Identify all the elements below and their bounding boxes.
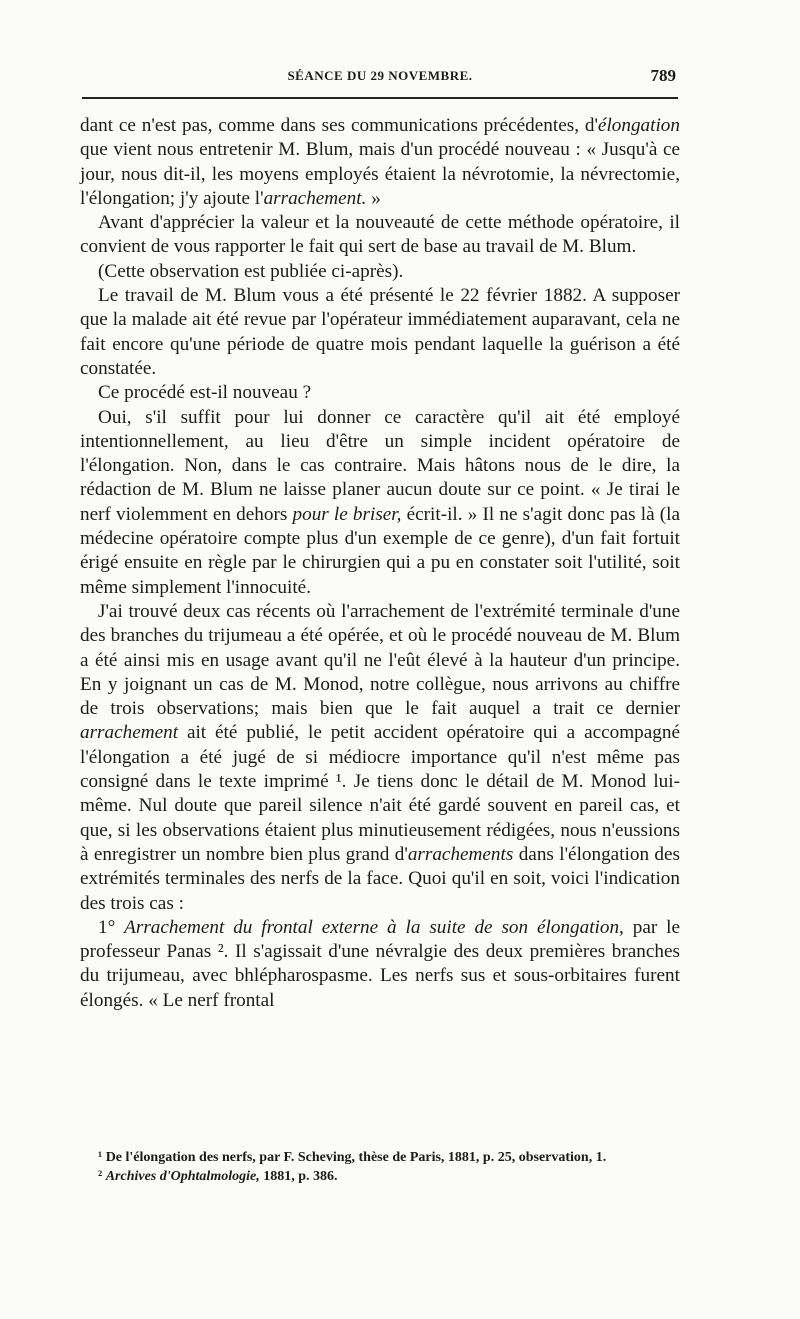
text-run: J'ai trouvé deux cas récents où l'arrachement de l'extrémité terminale d'une des branches du trijumeau a été opérée, et où le procédé nouveau de M. Blum a été ainsi mis en usage avant qu'il ne l'eût élevé à la hauteur d'un principe. En y joignant un cas de M. Monod, notre collègue, nous arrivons au chiffre de trois observations; mais bien que le fait auquel a trait ce dernier: [80, 600, 680, 720]
paragraph-7: [80, 600, 680, 916]
text-run: »: [366, 187, 381, 209]
body-text: [80, 114, 680, 1013]
text-run: 1°: [98, 916, 125, 938]
text-run: écrit-il. » Il ne s'agit donc pas là (la médecine opératoire compte plus d'un exemple de ce genre), d'un fait fortuit érigé ensuite en règle par le chirurgien qui a pu en constater soit l'utilité, soit même simplement l'innocuité.: [80, 503, 681, 598]
paragraph-5: Ce procédé est-il nouveau ?: [98, 382, 312, 404]
running-head: [80, 66, 680, 88]
footnote-journal-title: Archives d'Ophtalmologie,: [105, 1169, 260, 1184]
text-run: par le professeur Panas ². Il s'agissait d'une névralgie des deux premières branches du trijumeau, avec bhlépharospasme. Les nerfs sus et sous-orbitaires furent élongés. « Le nerf frontal: [80, 916, 680, 1011]
paragraph-3: (Cette observation est publiée ci-après).: [98, 260, 404, 282]
running-head-title: SÉANCE DU 29 NOVEMBRE.: [287, 68, 473, 83]
paragraph-4: Le travail de M. Blum vous a été présenté le 22 février 1882. A supposer que la malade ait été revue par l'opérateur immédiatement auparavant, cela ne fait encore qu'une période de quatre mois pendant laquelle la guérison a été constatée.: [80, 285, 680, 379]
text-run: Oui, s'il suffit pour lui donner ce caractère qu'il ait été employé intentionnellement, au lieu d'être un simple incident opératoire de l'élongation. Non, dans le cas contraire. Mais hâtons nous de le dire, la rédaction de M. Blum ne laisse planer aucun doute sur ce point. « Je tirai le nerf violemment en dehors: [80, 406, 680, 525]
footnotes: [80, 1148, 680, 1186]
paragraph-8: [80, 916, 680, 1013]
paragraph-2: Avant d'apprécier la valeur et la nouveauté de cette méthode opératoire, il convient de vous rapporter le fait qui sert de base au travail de M. Blum.: [80, 212, 680, 258]
italic-run: pour le briser,: [292, 503, 402, 525]
footnote-mark: ²: [98, 1169, 106, 1184]
italic-run: Arrachement du frontal externe à la suite de son élongation,: [124, 916, 624, 938]
text-run: que vient nous entretenir M. Blum, mais d'un procédé nouveau : « Jusqu'à ce jour, nous dit-il, les moyens employés étaient la névrotomie, la névrectomie, l'élongation; j'y ajoute l': [80, 139, 680, 209]
paragraph-6: [80, 406, 680, 600]
footnote-1: [80, 1148, 680, 1167]
italic-run: arrachement: [80, 722, 179, 744]
italic-run: arrachements: [407, 843, 514, 865]
text-run: dant ce n'est pas, comme dans ses communications précédentes, d': [80, 115, 598, 136]
italic-run: arrachement.: [263, 187, 367, 209]
footnote-text: 1881, p. 386.: [259, 1169, 338, 1184]
header-rule: [82, 97, 678, 99]
text-run: dans l'élongation des extrémités terminales des nerfs de la face. Quoi qu'il en soit, voici l'indication des trois cas :: [80, 843, 681, 914]
italic-run: élongation: [597, 115, 680, 136]
page-number: 789: [650, 66, 676, 85]
footnote-text: ¹ De l'élongation des nerfs, par F. Scheving, thèse de Paris, 1881, p. 25, observation, 1.: [98, 1150, 607, 1165]
paragraph-1: [80, 114, 680, 211]
text-run: ait été publié, le petit accident opératoire qui a accompagné l'élongation a été jugé de si médiocre importance qu'il n'est même pas consigné dans le texte imprimé ¹. Je tiens donc le détail de M. Monod lui-même. Nul doute que pareil silence n'ait été gardé souvent en pareil cas, et que, si les observations étaient plus minutieusement rédigées, nous n'eussions à enregistrer un nombre bien plus grand d': [80, 722, 680, 865]
footnote-2: [80, 1167, 680, 1186]
